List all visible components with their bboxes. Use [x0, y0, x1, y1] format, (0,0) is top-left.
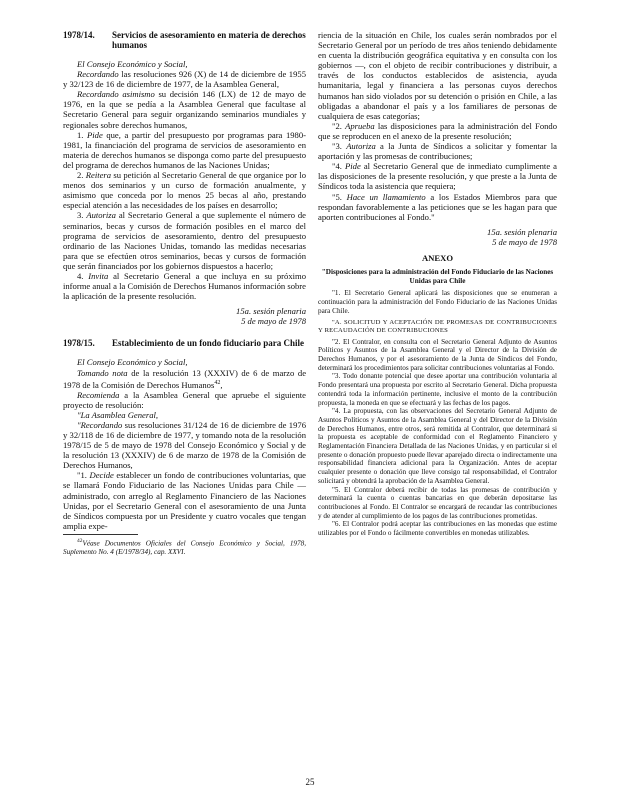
- annex-paragraph: "4. La propuesta, con las observaciones del Secretario General Adjunto de Asuntos Políticos y Asuntos de la Asamblea General y del Director de la División de Derechos Humanos, entre otros, será remitida al Contralor, que determinará si la propuesta es aceptable de conformidad con el Reglamento Financiero y Reglamentación Financiera Detallada de las Naciones Unidas, y en particular si el presente o donación propuesto puede llevar aparejado directa o indirectamente una responsabilidad financiera adicional para la Organización. Antes de aceptar cualquier presente o donación que lleve consigo tal responsabilidad, el Contralor solicitará y obtendrá la aprobación de la Asamblea General.: [318, 407, 557, 485]
- date-line: 5 de mayo de 1978: [241, 316, 306, 327]
- footnote-rule: [63, 534, 138, 535]
- resolution-heading: [63, 338, 306, 348]
- paragraph: "3. Autoriza a la Junta de Síndicos a solicitar y fomentar la aportación y las promesas de contribuciones;: [318, 141, 557, 162]
- annex-paragraph: "3. Todo donante potencial que desee aportar una contribución voluntaria al Fondo presentará una propuesta por escrito al Secretario General. Dicha propuesta contendrá toda la información pertinente, inclusive el monto de la contribución propuesta, la moneda en que se efectuará y las fechas de los pagos.: [318, 372, 557, 407]
- council-line: El Consejo Económico y Social,: [77, 357, 188, 368]
- council-line: El Consejo Económico y Social,: [77, 59, 188, 69]
- paragraph: "1. Decide establecer un fondo de contribuciones voluntarias, que se llamará Fondo Fiduciario de las Naciones Unidas para Chile — administrado, con arreglo al Reglamento Financiero de las Naciones Unidas, por el Secretario General con el asesoramiento de una Junta de Síndicos compuesta por un Presidente y cuatro vocales que tengan amplia expe-: [63, 470, 307, 531]
- annex-paragraph: "2. El Contralor, en consulta con el Secretario General Adjunto de Asuntos Políticos y Asuntos de la Asamblea General y el Director de la División de Derechos Humanos, y por el asesoramiento de la Junta de Síndicos del Fondo, determinará los procedimientos para solicitar contribuciones voluntarias al Fondo.: [318, 337, 557, 372]
- resolution-title: Establecimiento de un fondo fiduciario para Chile: [112, 338, 305, 349]
- annex-paragraph: "5. El Contralor deberá recibir de todas las promesas de contribución y determinará la cuenta o cuentas bancarias en que deberán depositarse las contribuciones al Fondo. El Contralor se encargará de recaudar las contribuciones y de atender al cumplimiento de los pagos de las contribuciones prometidas.: [318, 485, 557, 520]
- paragraph: Recomienda a la Asamblea General que apruebe el siguiente proyecto de resolución:: [63, 389, 306, 410]
- annex-section-heading: "A. SOLICITUD Y ACEPTACIÓN DE PROMESAS DE CONTRIBUCIONES Y RECAUDACIÓN DE CONTRIBUCIONES: [318, 318, 557, 334]
- paragraph: "La Asamblea General,: [77, 409, 159, 420]
- date-line: 5 de mayo de 1978: [492, 236, 557, 247]
- paragraph: riencia de la situación en Chile, los cuales serán nombrados por el Secretario General por un período de tres años teniendo debidamente en cuenta la distribución geográfica equitativa y en consulta con los gobiernos —, con el objeto de recibir contribuciones y distribuir, a través de los conductos establecidos de asistencia, ayuda humanitaria, legal y financiera a las personas cuyos derechos humanos han sido violados por su detención o prisión en Chile, a las obligadas a abandonar el país y a los familiares de personas de cualquiera de esas categorías;: [318, 30, 557, 121]
- page-number: 25: [305, 777, 315, 787]
- resolution-number: 1978/14.: [63, 30, 95, 40]
- paragraph: "4. Pide al Secretario General que de inmediato cumplimente a las disposiciones de la presente resolución, y que preste a la Junta de Síndicos toda la asistencia que requiera;: [318, 161, 557, 192]
- annex-title: "Disposiciones para la administración del Fondo Fiduciario de las Naciones Unidas para Chile: [321, 268, 554, 285]
- paragraph: 1. Pide que, a partir del presupuesto por programas para 1980-1981, la financiación del programa de servicios de asesoramiento en materia de derechos humanos se disponga como parte del presupuesto del programa de derechos humanos de las Naciones Unidas;: [63, 129, 306, 170]
- paragraph: 2. Reitera su petición al Secretario General de que organice por lo menos dos seminarios y un curso de formación anualmente, y asimismo que conceda por lo menos 25 becas al año, prestando especial atención a las necesidades de los países en desarrollo;: [63, 170, 307, 211]
- paragraph: 4. Invita al Secretario General a que incluya en su próximo informe anual a la Comisión de Derechos Humanos información sobre la aplicación de la presente resolución.: [63, 270, 306, 302]
- resolution-number: 1978/15.: [63, 338, 95, 349]
- resolution-heading: [63, 30, 306, 50]
- resolution-title: Servicios de asesoramiento en materia de derechos humanos: [112, 30, 306, 50]
- paragraph: 3. Autoriza al Secretario General a que suplemente el número de seminarios, becas y cursos de formación posibles en el marco del programa de servicios de asesoramiento, dentro del presupuesto ordinario de las Naciones Unidas, tomando las medidas necesarias para que se efectúen otros seminarios, becas y cursos de formación que serán financiados por los gobiernos dispuestos a hacerlo;: [63, 210, 306, 271]
- paragraph: "2. Aprueba las disposiciones para la administración del Fondo que se reproducen en el anexo de la presente resolución;: [318, 120, 558, 141]
- paragraph: Recordando las resoluciones 926 (X) de 14 de diciembre de 1955 y 32/123 de 16 de diciembre de 1977, de la Asamblea General,: [63, 69, 306, 90]
- footnote: $^{42}$Véase Documentos Oficiales del Consejo Económico y Social, 1978, Suplemento No. 4 (E/1978/34), cap. XXVI.: [63, 537, 306, 556]
- paragraph: Tomando nota de la resolución 13 (XXXIV) de 6 de marzo de 1978 de la Comisión de Derechos Humanos$^{42}$,: [63, 367, 307, 390]
- right-column: [318, 30, 557, 538]
- annex-paragraph: "6. El Contralor podrá aceptar las contribuciones en las monedas que estime utilizables por el Fondo o fácilmente convertibles en monedas utilizables.: [318, 520, 557, 538]
- left-column: [63, 30, 306, 557]
- paragraph: "5. Hace un llamamiento a los Estados Miembros para que respondan favorablemente a las peticiones que se les hagan para que aporten contribuciones al Fondo.": [318, 191, 557, 222]
- annex-heading: ANEXO: [421, 252, 454, 263]
- paragraph: Recordando asimismo su decisión 146 (LX) de 12 de mayo de 1976, en la que se pedía a la Asamblea General que facultase al Secretario General para seguir organizando seminarios mundiales y regionales sobre derechos humanos,: [63, 89, 306, 130]
- session-line: 15a. sesión plenaria: [236, 306, 306, 317]
- paragraph: "Recordando sus resoluciones 31/124 de 16 de diciembre de 1976 y 32/118 de 16 de diciembre de 1977, y tomando nota de la resolución 1978/15 de 5 de mayo de 1978 del Consejo Económico y Social y de la resolución 13 (XXXIV) de 6 de marzo de 1978 de la Comisión de Derechos Humanos,: [63, 419, 306, 471]
- annex-paragraph: "1. El Secretario General aplicará las disposiciones que se enumeran a continuación para la administración del Fondo Fiduciario de las Naciones Unidas para Chile.: [318, 289, 557, 315]
- session-line: 15a. sesión plenaria: [487, 226, 557, 237]
